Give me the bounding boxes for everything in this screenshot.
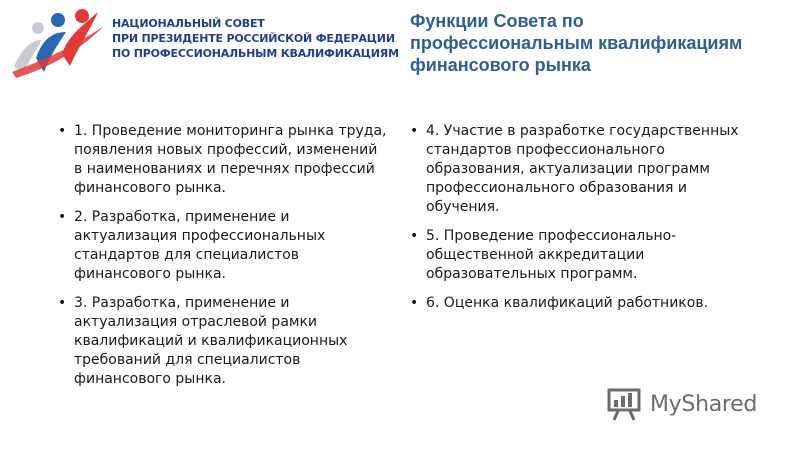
bullet: • (410, 123, 419, 139)
list-item-text: 2. Разработка, применение и актуализация профессиональных стандартов для специалистов финансового рынка. (74, 209, 326, 282)
list-item-text: 1. Проведение мониторинга рынка труда, появления новых профессий, изменений в наименованиях и перечнях профессий финансового рынка. (74, 123, 387, 196)
list-item (410, 122, 740, 217)
organization-name (112, 16, 399, 61)
bullet: • (410, 228, 419, 244)
list-item (58, 122, 388, 198)
watermark-text: MyShared (650, 391, 758, 417)
bullet: • (58, 295, 67, 311)
org-name-line-1: НАЦИОНАЛЬНЫЙ СОВЕТ (112, 17, 265, 30)
presentation-board-icon (606, 387, 642, 421)
list-item (58, 294, 388, 389)
list-item (410, 294, 740, 313)
bullet: • (58, 209, 67, 225)
watermark[interactable] (606, 384, 757, 424)
figures-logo-icon (8, 6, 108, 80)
list-item (410, 227, 740, 284)
bullet: • (58, 123, 67, 139)
list-item-text: 4. Участие в разработке государственных стандартов профессионального образования, актуализации программ профессионального образования и обучения. (426, 123, 739, 215)
list-item-text: 3. Разработка, применение и актуализация отраслевой рамки квалификаций и квалификационных требований для специалистов финансового рынка. (74, 295, 348, 387)
bullet: • (410, 295, 419, 311)
list-item-text: 5. Проведение профессионально-общественной аккредитации образовательных программ. (426, 228, 677, 282)
list-item (58, 208, 388, 284)
slide-title: Функции Совета по профессиональным квалификациям финансового рынка (410, 11, 743, 75)
org-name-line-2: ПРИ ПРЕЗИДЕНТЕ РОССИЙСКОЙ ФЕДЕРАЦИИ (112, 32, 395, 45)
left-function-list (58, 122, 388, 399)
right-function-list (410, 122, 740, 323)
org-name-line-3: ПО ПРОФЕССИОНАЛЬНЫМ КВАЛИФИКАЦИЯМ (112, 47, 399, 60)
list-item-text: 6. Оценка квалификаций работников. (426, 295, 709, 311)
